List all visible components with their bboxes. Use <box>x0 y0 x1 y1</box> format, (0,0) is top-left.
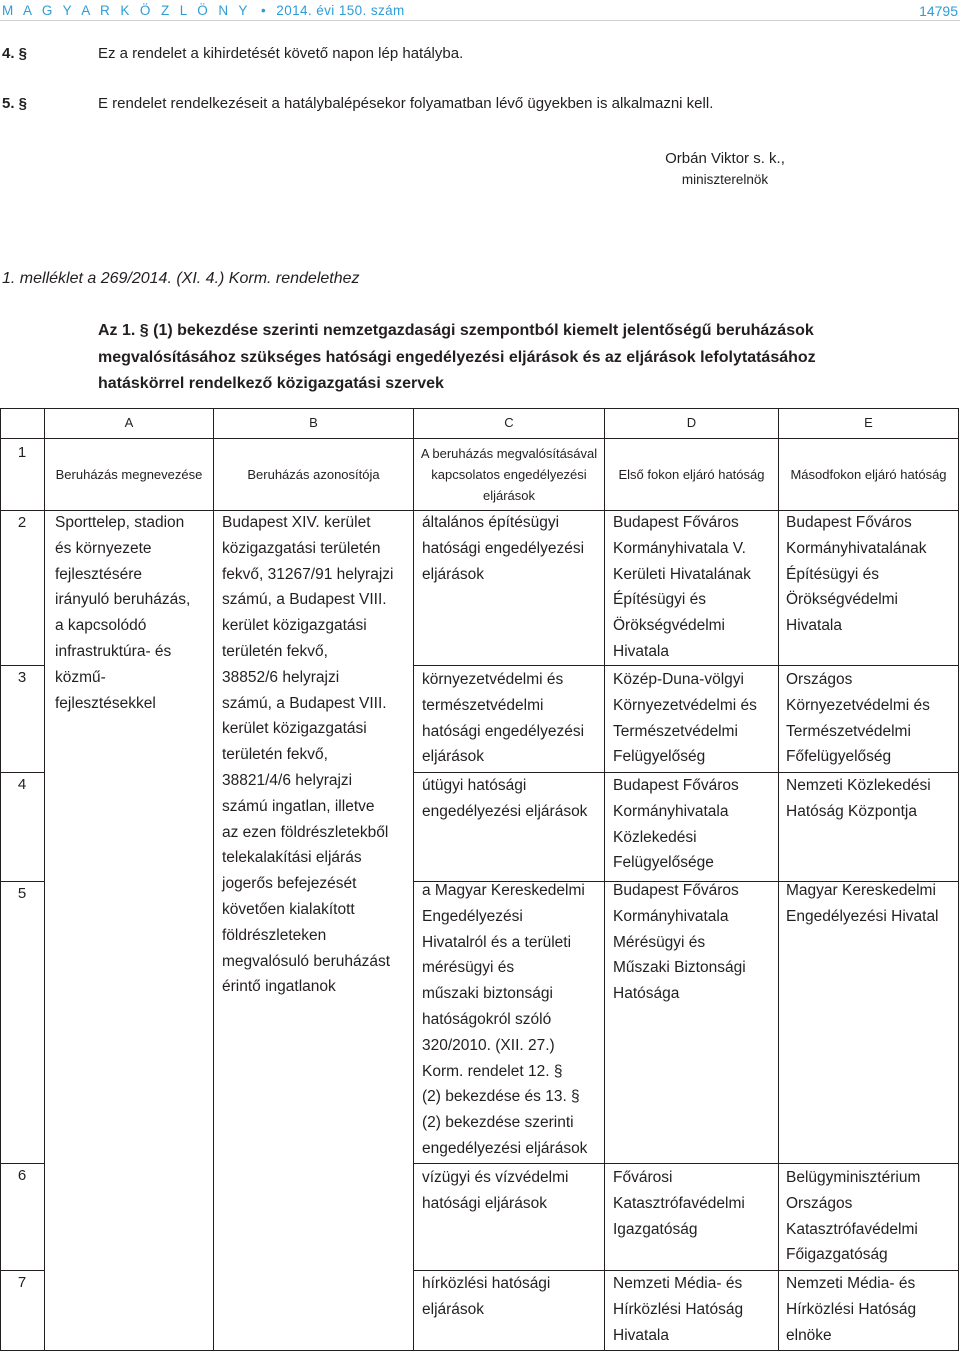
first-instance-cell: Fővárosi Katasztrófavédelmi Igazgatóság <box>613 1169 745 1238</box>
row-number: 4 <box>17 776 27 793</box>
row-number: 1 <box>17 444 27 461</box>
second-instance-cell: Belügyminisztérium Országos Katasztrófavédelmi Főigazgatóság <box>786 1169 921 1264</box>
row-number: 3 <box>17 669 27 686</box>
procedure-cell: környezetvédelmi és természetvédelmi hatósági engedélyezési eljárások <box>422 671 585 766</box>
column-letter-e: E <box>864 415 873 430</box>
header-project-name: Beruházás megnevezése <box>55 467 203 482</box>
row-number: 7 <box>17 1274 27 1291</box>
procedure-cell: útügyi hatósági engedélyezési eljárások <box>422 777 588 820</box>
signatory-name: Orbán Viktor s. k., <box>665 150 785 167</box>
header-first-instance: Első fokon eljáró hatóság <box>618 467 765 482</box>
signatory-title: miniszterelnök <box>681 172 769 187</box>
header-project-id: Beruházás azonosítója <box>247 467 380 482</box>
issue-number: 2014. évi 150. szám <box>276 3 405 18</box>
procedure-cell: a Magyar Kereskedelmi Engedélyezési Hivatalról és a területi mérésügyi és műszaki biztonsági hatóságokról szóló 320/2010. (XII. 27.) Korm. rendelet 12. § (2) bekezdése és 13. § (2) bekezdése szerinti engedélyezési eljárások <box>422 882 588 1157</box>
procedure-cell: általános építésügyi hatósági engedélyezési eljárások <box>422 514 585 583</box>
column-letter-d: D <box>686 415 697 430</box>
second-instance-cell: Nemzeti Média- és Hírközlési Hatóság elnöke <box>786 1275 917 1344</box>
column-letter-c: C <box>504 415 514 430</box>
annex-title: 1. melléklet a 269/2014. (XI. 4.) Korm. rendelethez <box>2 270 360 287</box>
journal-header <box>2 3 405 18</box>
section-title: Az 1. § (1) bekezdése szerinti nemzetgazdasági szempontból kiemelt jelentőségű beruházások megvalósításához szükséges hatósági engedélyezési eljárások és az eljárások lefolytatásához hatáskörrel rendelkező közigazgatási szervek <box>98 322 816 392</box>
header-procedures: A beruházás megvalósításával kapcsolatos engedélyezési eljárások <box>420 446 598 503</box>
column-letter-a: A <box>124 415 134 430</box>
project-id-cell: Budapest XIV. kerület közigazgatási területén fekvő, 31267/91 helyrajzi számú, a Budapest VIII. kerület közigazgatási területén fekvő, 38852/6 helyrajzi számú, a Budapest VIII. kerület közigazgatási területén fekvő, 38821/4/6 helyrajzi számú ingatlan, illetve az ezen földrészletekből telekalakítási eljárás jogerős befejezését követően kialakított földrészleteken megvalósuló beruházást érintő ingatlanok <box>222 514 394 996</box>
row-number: 6 <box>17 1167 27 1184</box>
header-second-instance: Másodfokon eljáró hatóság <box>790 467 947 482</box>
row-number: 2 <box>17 514 27 531</box>
authorities-table <box>0 408 960 1351</box>
journal-name: M A G Y A R K Ö Z L Ö N Y <box>2 3 251 18</box>
paragraph-number: 4. § <box>2 45 28 62</box>
first-instance-cell: Közép-Duna-völgyi Környezetvédelmi és Természetvédelmi Felügyelőség <box>613 671 757 766</box>
first-instance-cell: Budapest Főváros Kormányhivatala Mérésügyi és Műszaki Biztonsági Hatósága <box>613 882 746 1003</box>
page-number: 14795 <box>919 3 958 19</box>
paragraph-text: E rendelet rendelkezéseit a hatálybalépésekor folyamatban lévő ügyekben is alkalmazni kell. <box>98 95 714 112</box>
column-letter-b: B <box>309 415 318 430</box>
paragraph-number: 5. § <box>2 95 28 112</box>
row-number: 5 <box>17 885 27 902</box>
first-instance-cell: Nemzeti Média- és Hírközlési Hatóság Hivatala <box>613 1275 744 1344</box>
second-instance-cell: Nemzeti Közlekedési Hatóság Központja <box>786 777 931 820</box>
header-bullet: • <box>260 3 267 18</box>
second-instance-cell: Országos Környezetvédelmi és Természetvédelmi Főfelügyelőség <box>786 671 930 766</box>
procedure-cell: vízügyi és vízvédelmi hatósági eljárások <box>422 1169 569 1212</box>
procedure-cell: hírközlési hatósági eljárások <box>422 1275 551 1318</box>
second-instance-cell: Magyar Kereskedelmi Engedélyezési Hivatal <box>786 882 939 925</box>
paragraph-text: Ez a rendelet a kihirdetését követő napon lép hatályba. <box>98 45 464 62</box>
running-header <box>0 2 960 21</box>
first-instance-cell: Budapest Főváros Kormányhivatala V. Kerületi Hivatalának Építésügyi és Örökségvédelmi Hivatala <box>613 514 751 660</box>
project-name-cell: Sporttelep, stadion és környezete fejlesztésére irányuló beruházás, a kapcsolódó infrastruktúra- és közmű- fejlesztésekkel <box>55 514 191 712</box>
second-instance-cell: Budapest Főváros Kormányhivatalának Építésügyi és Örökségvédelmi Hivatala <box>786 514 927 635</box>
first-instance-cell: Budapest Főváros Kormányhivatala Közlekedési Felügyelősége <box>613 777 739 872</box>
